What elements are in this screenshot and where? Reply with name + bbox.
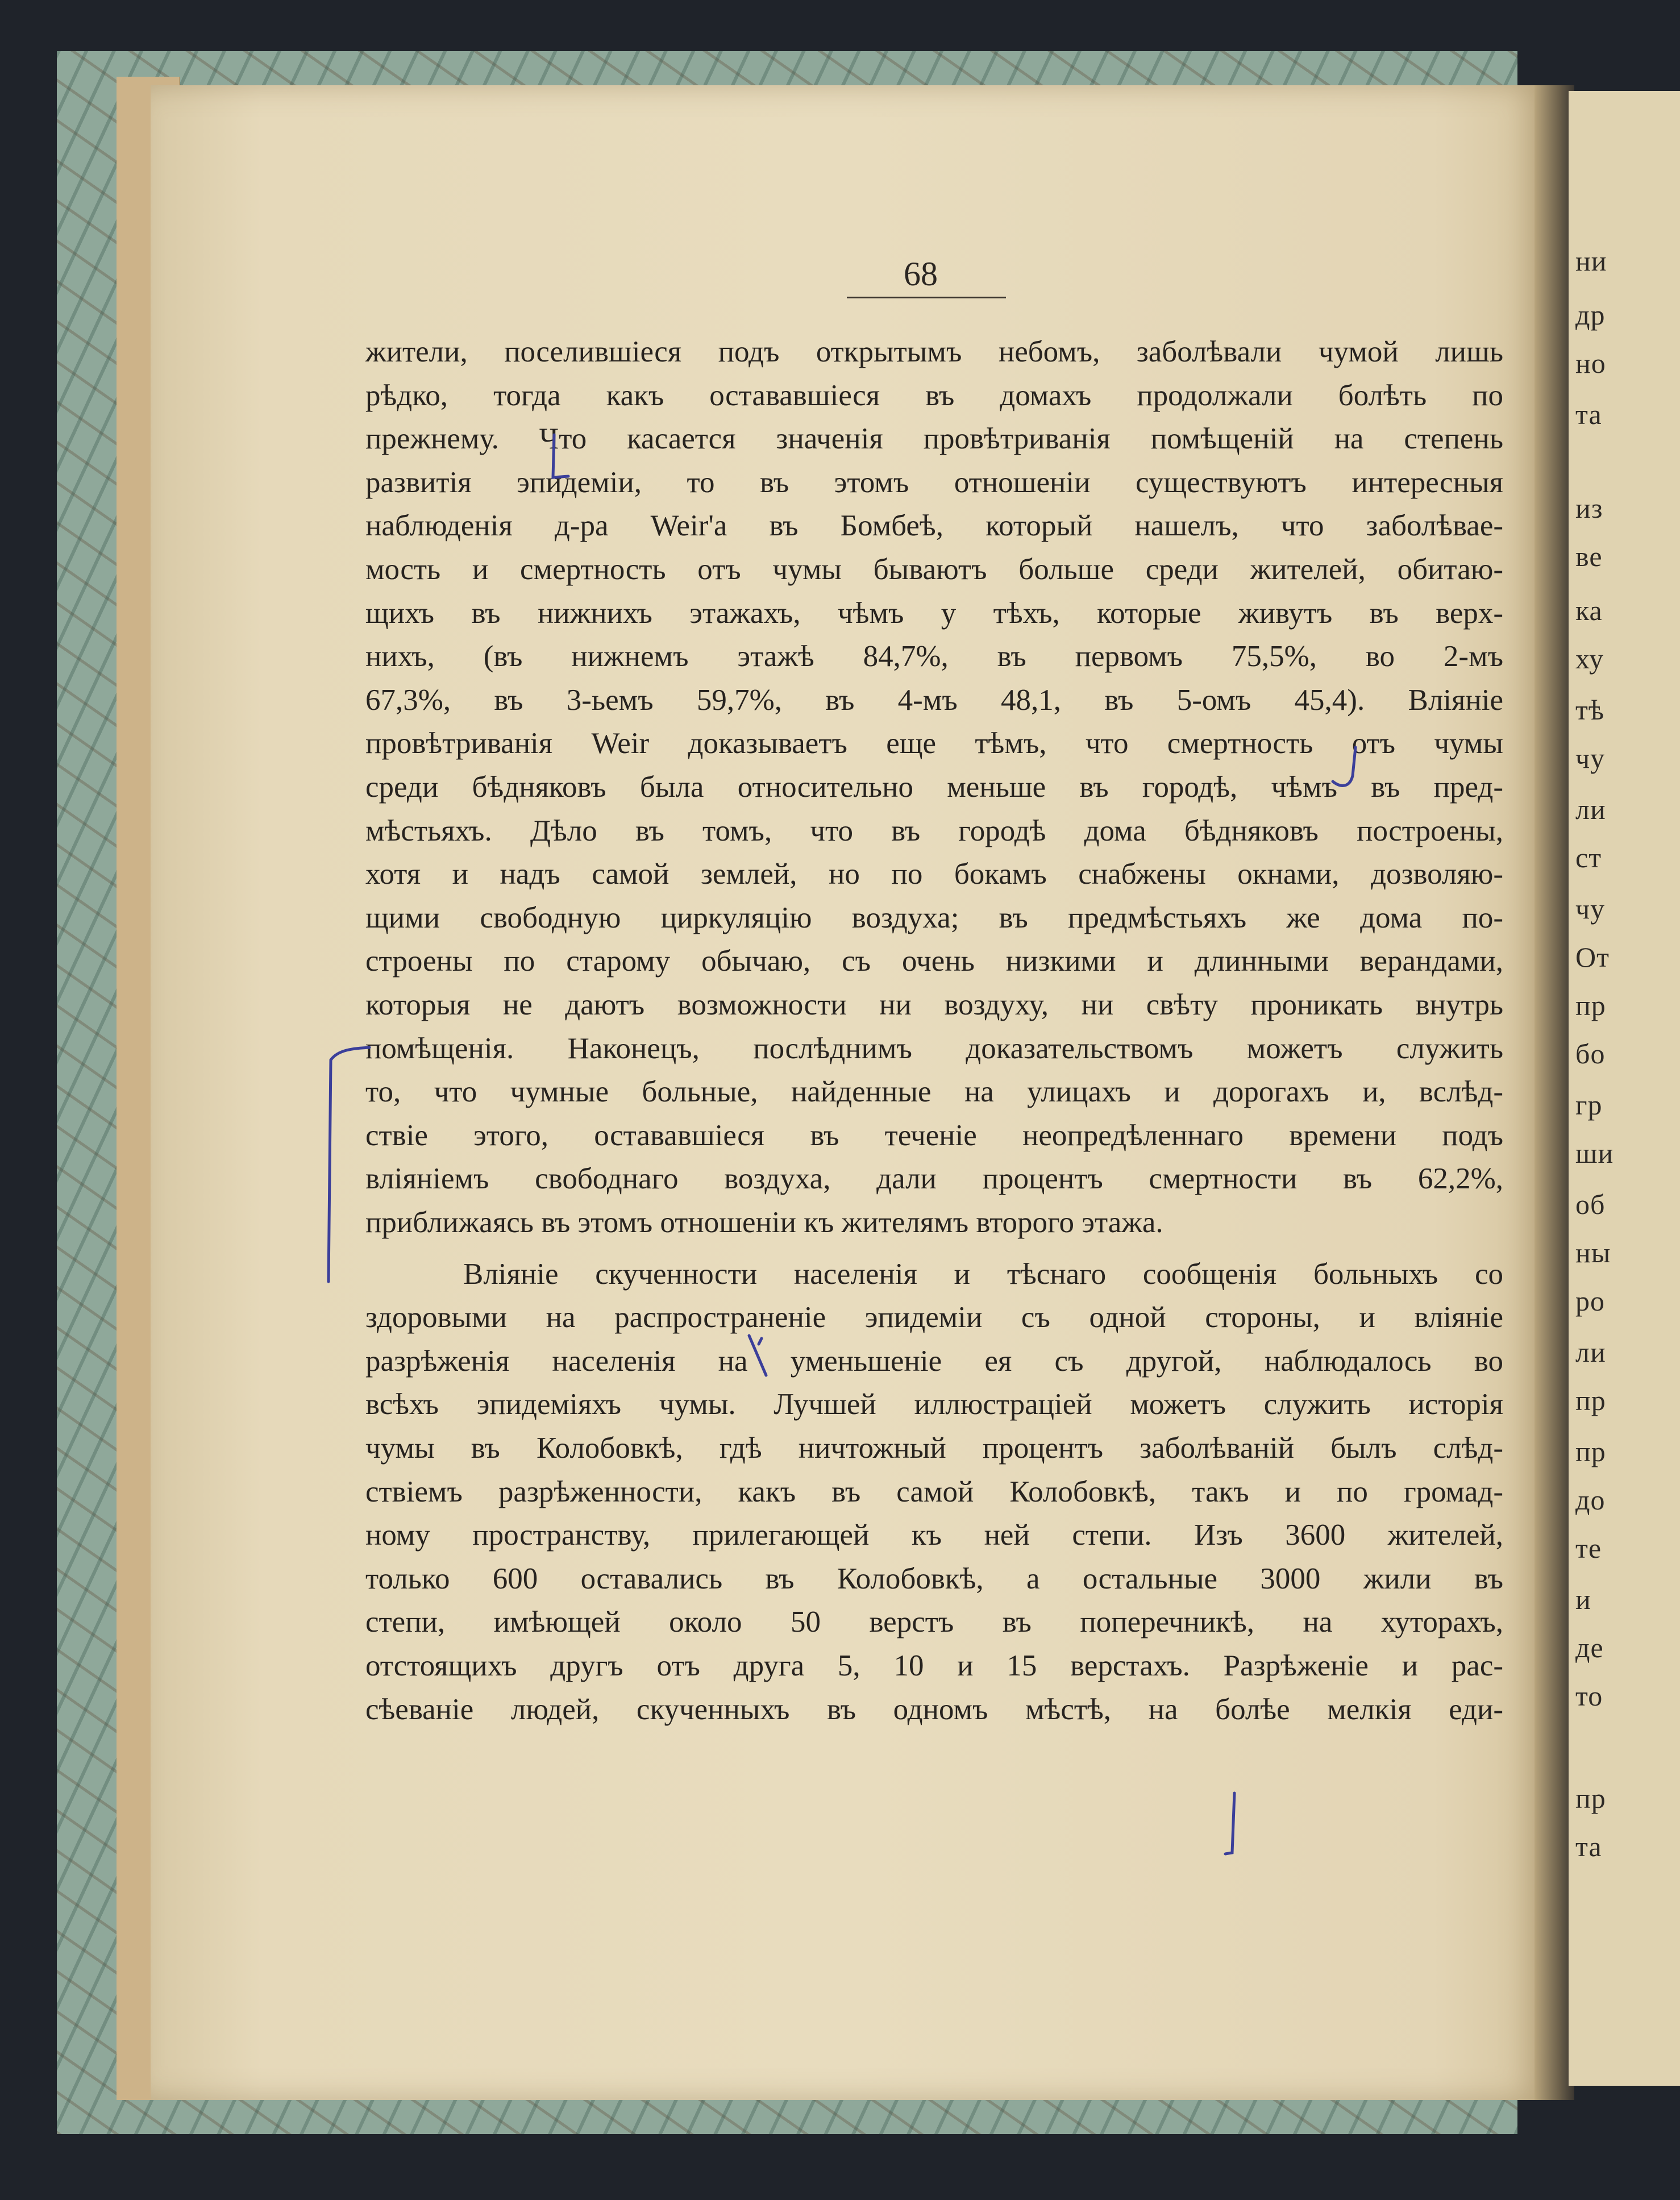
text-line: хотя и надъ самой землей, но по бокамъ снабжены окнами, дозволяю- <box>365 858 1503 891</box>
facing-page-fragment: ве <box>1575 540 1603 572</box>
text-line: наблюденія д-ра Weir'а въ Бомбеѣ, который нашелъ, что заболѣвае- <box>365 509 1503 542</box>
facing-page-fragment: бо <box>1575 1038 1606 1070</box>
facing-page-fragment: тѣ <box>1575 694 1604 726</box>
facing-page-fragment: ли <box>1575 1336 1606 1368</box>
text-line: прежнему. Что касается значенія провѣтриванія помѣщеній на степень <box>365 422 1503 455</box>
text-line: рѣдко, тогда какъ остававшіеся въ домахъ продолжали болѣть по <box>365 379 1503 412</box>
text-line: только 600 оставались въ Колобовкѣ, а остальные 3000 жили въ <box>365 1562 1503 1595</box>
text-line: вліяніемъ свободнаго воздуха, дали процентъ смертности въ 62,2%, <box>365 1162 1503 1195</box>
facing-page-fragment: гр <box>1575 1089 1603 1121</box>
facing-page-fragment: чу <box>1575 893 1606 925</box>
text-line: приближаясь въ этомъ отношеніи къ жителямъ второго этажа. <box>365 1206 1163 1239</box>
text-line: жители, поселившіеся подъ открытымъ небомъ, заболѣвали чумой лишь <box>365 335 1503 368</box>
facing-page-fragment: пр <box>1575 989 1606 1021</box>
text-line: ствіе этого, остававшіеся въ теченіе неопредѣленнаго времени подъ <box>365 1119 1503 1152</box>
text-line: разрѣженія населенія на уменьшеніе ея съ другой, наблюдалось во <box>365 1345 1503 1378</box>
facing-page-fragment: но <box>1575 347 1606 379</box>
facing-page-fragment: От <box>1575 941 1610 973</box>
text-line: щихъ въ нижнихъ этажахъ, чѣмъ у тѣхъ, которые живутъ въ верх- <box>365 597 1503 630</box>
facing-page-fragment: пр <box>1575 1384 1606 1416</box>
text-line: мость и смертность отъ чумы бываютъ больше среди жителей, обитаю- <box>365 553 1503 586</box>
text-line: развитія эпидеміи, то въ этомъ отношеніи существуютъ интересныя <box>365 466 1503 499</box>
page-number-rule <box>847 297 1006 298</box>
text-line: помѣщенія. Наконецъ, послѣднимъ доказательствомъ можетъ служить <box>365 1032 1503 1065</box>
facing-page-fragment: та <box>1575 1831 1602 1862</box>
text-line: щими свободную циркуляцію воздуха; въ предмѣстьяхъ же дома по- <box>365 901 1503 934</box>
text-line: мѣстьяхъ. Дѣло въ томъ, что въ городѣ дома бѣдняковъ построены, <box>365 814 1503 847</box>
text-line: 67,3%, въ 3-ьемъ 59,7%, въ 4-мъ 48,1, въ 5-омъ 45,4). Вліяніе <box>365 684 1503 717</box>
facing-page-fragment: те <box>1575 1532 1602 1564</box>
text-line: всѣхъ эпидеміяхъ чумы. Лучшей иллюстраціей можетъ служить исторія <box>365 1388 1503 1421</box>
page-number: 68 <box>904 255 938 293</box>
facing-page-fragment: об <box>1575 1188 1606 1220</box>
facing-page-fragment: др <box>1575 299 1606 331</box>
facing-page-fragment: то <box>1575 1680 1603 1712</box>
facing-page-fragment: ли <box>1575 793 1606 825</box>
margin-bracket-mark <box>318 1043 381 1293</box>
facing-page-fragment: ни <box>1575 245 1607 277</box>
facing-page <box>1569 91 1680 2086</box>
facing-page-fragment: и <box>1575 1583 1591 1615</box>
pencil-mark-4 <box>1222 1790 1245 1858</box>
text-line: нихъ, (въ нижнемъ этажѣ 84,7%, въ первомъ 75,5%, во 2-мъ <box>365 640 1503 673</box>
facing-page-fragment: ху <box>1575 643 1604 675</box>
text-line: то, что чумные больные, найденные на улицахъ и дорогахъ и, вслѣд- <box>365 1075 1503 1108</box>
text-line: которыя не даютъ возможности ни воздуху, ни свѣту проникать внутрь <box>365 988 1503 1021</box>
pencil-mark-2 <box>1330 742 1364 793</box>
pencil-mark-1 <box>548 432 571 483</box>
text-line: ному пространству, прилегающей къ ней степи. Изъ 3600 жителей, <box>365 1519 1503 1552</box>
facing-page-fragment: из <box>1575 492 1603 524</box>
text-line: отстоящихъ другъ отъ друга 5, 10 и 15 верстахъ. Разрѣженіе и рас- <box>365 1649 1503 1682</box>
text-line: здоровыми на распространеніе эпидеміи съ одной стороны, и вліяніе <box>365 1301 1503 1334</box>
facing-page-fragment: ши <box>1575 1137 1614 1169</box>
facing-page-fragment: де <box>1575 1632 1604 1663</box>
text-line: провѣтриванія Weir доказываетъ еще тѣмъ, что смертность отъ чумы <box>365 727 1503 760</box>
facing-page-fragment: пр <box>1575 1782 1606 1814</box>
facing-page-fragment: ро <box>1575 1285 1605 1317</box>
text-line: строены по старому обычаю, съ очень низкими и длинными верандами, <box>365 945 1503 978</box>
facing-page-fragment: пр <box>1575 1436 1606 1467</box>
facing-page-fragment: чу <box>1575 742 1606 774</box>
text-line: степи, имѣющей около 50 верстъ въ поперечникѣ, на хуторахъ, <box>365 1606 1503 1638</box>
text-line: среди бѣдняковъ была относительно меньше въ городѣ, чѣмъ въ пред- <box>365 771 1503 804</box>
facing-page-fragment: до <box>1575 1484 1606 1516</box>
scan-background <box>57 2134 1574 2200</box>
facing-page-fragment: ны <box>1575 1237 1611 1269</box>
facing-page-fragment: та <box>1575 398 1602 430</box>
facing-page-fragment: ст <box>1575 842 1602 874</box>
pencil-mark-3 <box>745 1333 773 1384</box>
text-line: чумы въ Колобовкѣ, гдѣ ничтожный процентъ заболѣваній былъ слѣд- <box>365 1432 1503 1465</box>
text-line: Вліяніе скученности населенія и тѣснаго сообщенія больныхъ со <box>463 1258 1503 1291</box>
text-line: ствіемъ разрѣженности, какъ въ самой Колобовкѣ, такъ и по громад- <box>365 1475 1503 1508</box>
text-line: сѣеваніе людей, скученныхъ въ одномъ мѣстѣ, на болѣе мелкія еди- <box>365 1693 1503 1726</box>
facing-page-fragment: ка <box>1575 594 1603 626</box>
